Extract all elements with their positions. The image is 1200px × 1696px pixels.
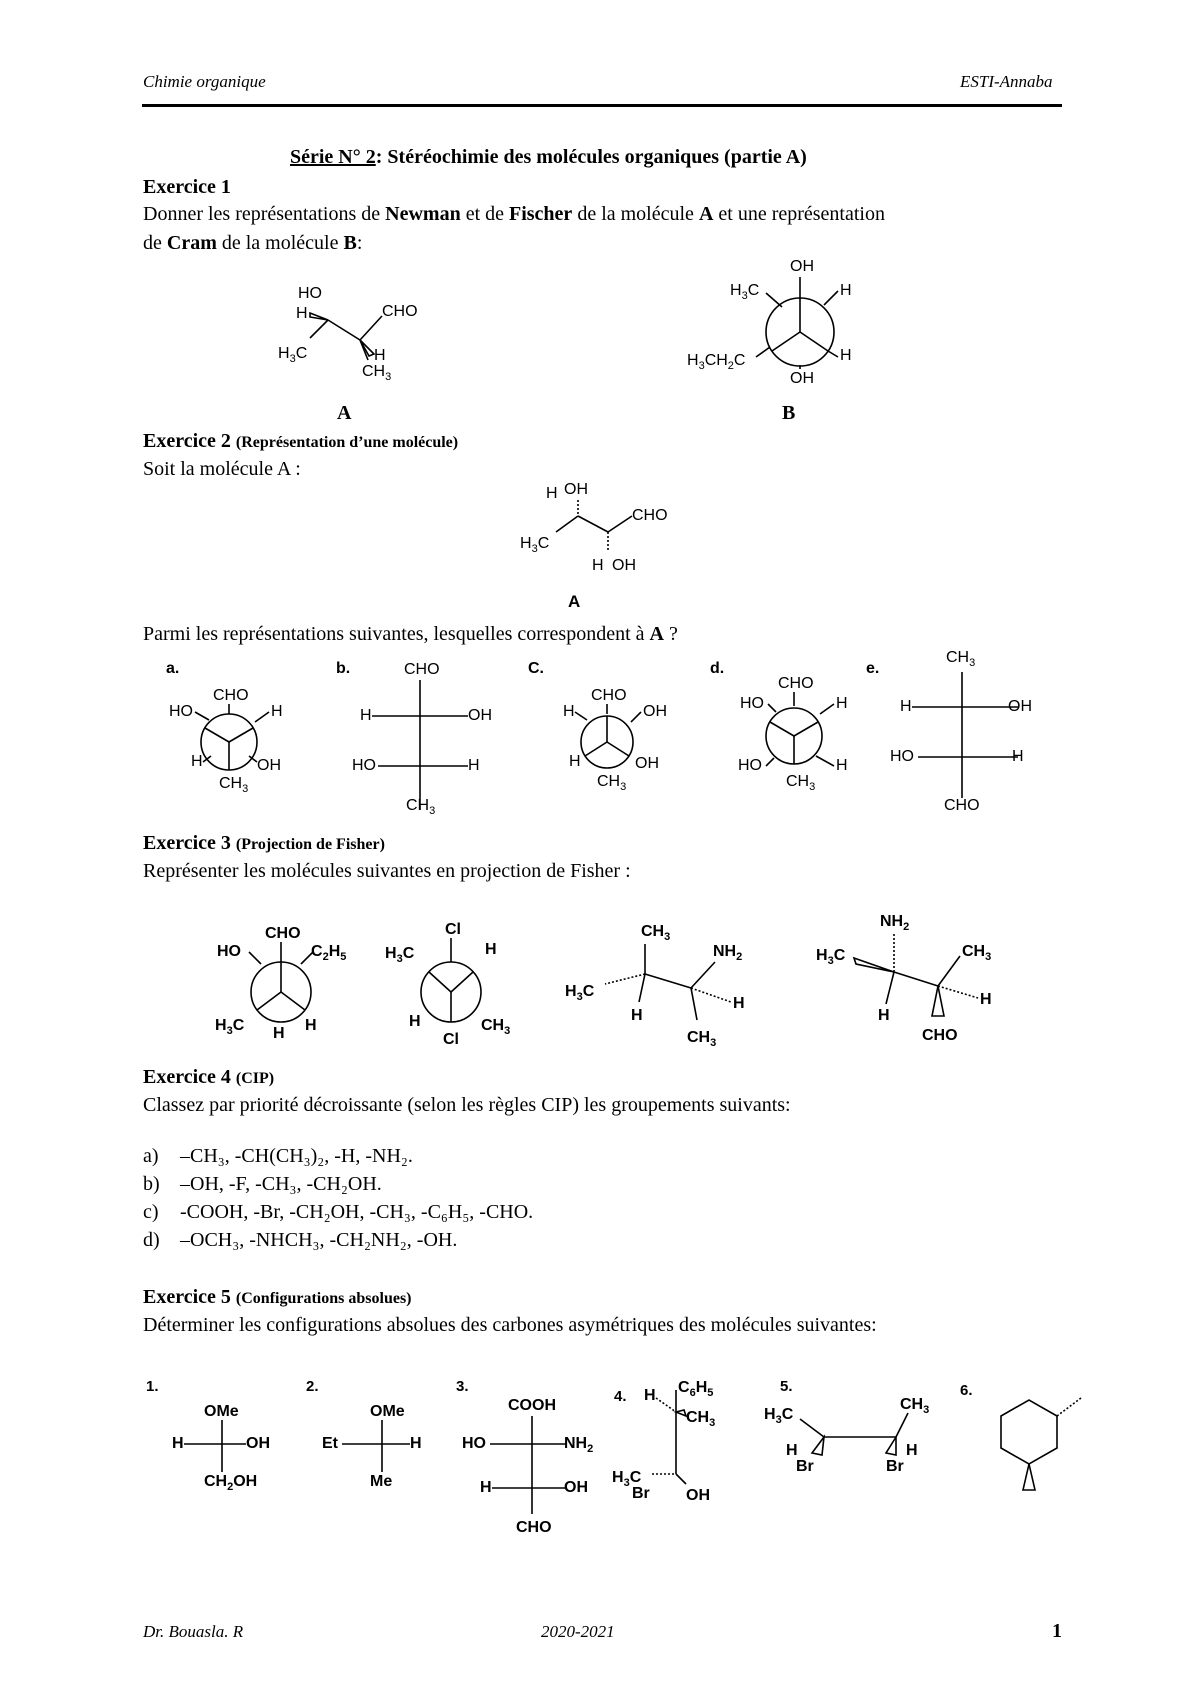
ex5-mol5-cram xyxy=(760,1395,950,1505)
svg-text:HO: HO xyxy=(298,285,322,302)
list-item xyxy=(143,1170,382,1199)
ex4-sub: (CIP) xyxy=(235,1070,275,1087)
ex1-text: et de xyxy=(460,203,509,225)
ex1-newman: Newman xyxy=(385,203,461,225)
svg-text:H3C: $H_3C$ xyxy=(764,1406,794,1426)
svg-text:H: H xyxy=(410,1435,422,1452)
ex5-heading xyxy=(143,1286,412,1309)
header-right: ESTI-Annaba xyxy=(960,72,1053,91)
ex5-heading-text: Exercice 5 xyxy=(143,1286,231,1308)
svg-text:H: H xyxy=(485,941,497,958)
svg-text:H: H xyxy=(980,991,992,1008)
svg-text:Me: Me xyxy=(370,1473,393,1490)
list-item-label: b) xyxy=(143,1173,160,1195)
svg-text:H: H xyxy=(305,1017,317,1034)
svg-text:H: H xyxy=(569,753,581,770)
svg-text:OH: OH xyxy=(612,557,636,574)
svg-text:C2H5: $C_2H_5$ xyxy=(311,943,347,963)
svg-text:H: H xyxy=(631,1007,643,1024)
svg-text:CH3: $CH_3$ xyxy=(687,1029,717,1049)
hash-bond xyxy=(310,313,328,320)
svg-text:CHO: CHO xyxy=(922,1027,958,1044)
ex5-num-5: 5. xyxy=(780,1378,793,1395)
svg-text:COOH: COOH xyxy=(508,1397,556,1414)
ex5-num-1: 1. xyxy=(146,1378,159,1395)
svg-text:CH3: $CH_3$ xyxy=(946,649,976,669)
ex2-label-a: A xyxy=(568,592,581,611)
svg-text:H: H xyxy=(906,1442,918,1459)
option-c-label: C. xyxy=(528,660,544,677)
ex5-mol6-cyclohexane xyxy=(975,1390,1085,1510)
svg-text:CHO: CHO xyxy=(265,925,301,942)
ex1-molB: B xyxy=(343,232,357,254)
title-series: Série N° 2 xyxy=(290,146,376,168)
svg-text:CH3: $CH_3$ xyxy=(900,1396,930,1416)
svg-text:H: H xyxy=(271,703,283,720)
svg-text:Br: Br xyxy=(632,1485,650,1502)
ex1-fischer: Fischer xyxy=(509,203,573,225)
ex1-molA: A xyxy=(698,203,714,225)
footer-author: Dr. Bouasla. R xyxy=(143,1622,244,1641)
ex2-heading-text: Exercice 2 xyxy=(143,430,231,452)
ex5-mol4-cram xyxy=(610,1370,750,1520)
svg-text:OH: OH xyxy=(643,703,667,720)
svg-text:CH3: $CH_3$ xyxy=(597,773,627,793)
svg-text:H3C: $H_3C$ xyxy=(215,1017,245,1037)
ex3-text: Représenter les molécules suivantes en projection de Fisher : xyxy=(143,860,631,882)
svg-text:CHO: CHO xyxy=(944,797,980,814)
ex2-question-end: ? xyxy=(663,623,678,645)
svg-text:H3C: $H_3C$ xyxy=(278,345,308,365)
option-b-label: b. xyxy=(336,660,351,677)
svg-text:OH: OH xyxy=(257,757,281,774)
svg-text:HO: HO xyxy=(740,695,764,712)
svg-text:OH: OH xyxy=(564,1479,588,1496)
svg-text:HO: HO xyxy=(169,703,193,720)
svg-text:Cl: Cl xyxy=(445,921,461,938)
ex2-molecule-a xyxy=(520,480,700,590)
ex4-heading-text: Exercice 4 xyxy=(143,1066,231,1088)
svg-text:OH: OH xyxy=(635,755,659,772)
svg-text:HO: HO xyxy=(352,757,376,774)
svg-text:CH2OH: $CH_2OH$ xyxy=(204,1473,258,1493)
ex3-heading xyxy=(143,832,385,855)
svg-text:H: H xyxy=(878,1007,890,1024)
list-item-label: d) xyxy=(143,1229,160,1251)
ex5-mol2-fischer xyxy=(320,1400,440,1500)
title-rest: : Stéréochimie des molécules organiques (partie A) xyxy=(375,146,807,168)
svg-text:H: H xyxy=(644,1387,656,1404)
svg-text:HO: HO xyxy=(890,748,914,765)
ex1-text: de xyxy=(143,232,167,254)
svg-text:OH: OH xyxy=(790,370,814,387)
svg-text:Br: Br xyxy=(796,1458,814,1475)
ex5-num-4: 4. xyxy=(614,1388,627,1405)
svg-text:OH: OH xyxy=(246,1435,270,1452)
svg-text:H: H xyxy=(360,707,372,724)
ex1-text: : xyxy=(356,232,363,254)
header-left: Chimie organique xyxy=(143,72,266,91)
svg-text:HO: HO xyxy=(217,943,241,960)
svg-text:H3C: $H_3C$ xyxy=(565,983,595,1003)
svg-text:CH3: $CH_3$ xyxy=(362,363,392,383)
list-item-label: c) xyxy=(143,1201,159,1223)
svg-text:CHO: CHO xyxy=(632,507,668,524)
svg-text:H: H xyxy=(374,347,386,364)
svg-text:H3C: $H_3C$ xyxy=(520,535,550,555)
svg-text:H: H xyxy=(468,757,480,774)
ex1-line1 xyxy=(143,200,885,229)
ex5-num-2: 2. xyxy=(306,1378,319,1395)
svg-text:H: H xyxy=(1012,748,1024,765)
ex3-mol3-cram xyxy=(565,920,765,1050)
svg-text:CHO: CHO xyxy=(213,687,249,704)
svg-text:Br: Br xyxy=(886,1458,904,1475)
page-number: 1 xyxy=(1052,1620,1062,1642)
svg-text:Cl: Cl xyxy=(443,1031,459,1048)
svg-text:H: H xyxy=(733,995,745,1012)
svg-text:C6H5: $C_6H_5$ xyxy=(678,1379,714,1399)
svg-text:H: H xyxy=(836,757,848,774)
svg-text:H: H xyxy=(836,695,848,712)
svg-text:H: H xyxy=(546,485,558,502)
svg-text:CHO: CHO xyxy=(382,303,418,320)
list-item xyxy=(143,1198,533,1227)
svg-text:CHO: CHO xyxy=(516,1519,552,1536)
svg-text:OH: OH xyxy=(686,1487,710,1504)
ex5-num-6: 6. xyxy=(960,1382,973,1399)
option-a-newman xyxy=(165,680,305,795)
option-d-label: d. xyxy=(710,660,725,677)
ex5-num-3: 3. xyxy=(456,1378,469,1395)
svg-text:H3C: $H_3C$ xyxy=(385,945,415,965)
svg-text:CHO: CHO xyxy=(404,661,440,678)
svg-text:OMe: OMe xyxy=(370,1403,405,1420)
list-item-label: a) xyxy=(143,1145,159,1167)
svg-text:HO: HO xyxy=(462,1435,486,1452)
option-c-newman xyxy=(545,680,685,793)
ex1-cram: Cram xyxy=(166,232,217,254)
header-rule xyxy=(142,104,1062,107)
svg-text:H3C: $H_3C$ xyxy=(730,282,760,302)
list-item-value: –OH, -F, -CH₃, -CH₂OH. xyxy=(180,1173,382,1195)
svg-text:CHO: CHO xyxy=(778,675,814,692)
svg-text:H: H xyxy=(592,557,604,574)
option-d-newman xyxy=(730,670,870,793)
svg-text:Et: Et xyxy=(322,1435,338,1452)
footer-year: 2020-2021 xyxy=(541,1622,615,1641)
svg-text:H: H xyxy=(840,282,852,299)
svg-text:OMe: OMe xyxy=(204,1403,239,1420)
ex5-mol3-fischer xyxy=(460,1392,610,1542)
ex2-intro: Soit la molécule A : xyxy=(143,458,301,480)
list-item-value: –OCH₃, -NHCH₃, -CH₂NH₂, -OH. xyxy=(180,1229,458,1251)
ex3-mol2-newman xyxy=(385,920,525,1050)
ex1-text: de la molécule xyxy=(216,232,344,254)
option-a-label: a. xyxy=(166,660,180,677)
svg-text:CH3: $CH_3$ xyxy=(641,923,671,943)
ex1-text: de la molécule xyxy=(572,203,699,225)
svg-text:H: H xyxy=(296,305,308,322)
ex1-text: et une représentation xyxy=(713,203,885,225)
list-item xyxy=(143,1226,457,1255)
ex3-sub: (Projection de Fisher) xyxy=(235,836,385,853)
svg-text:CH3: $CH_3$ xyxy=(219,775,249,795)
option-b-fischer xyxy=(350,660,500,820)
ex1-molecule-b-newman xyxy=(687,255,860,387)
ex5-sub: (Configurations absolues) xyxy=(235,1290,412,1307)
svg-text:OH: OH xyxy=(790,258,814,275)
ex2-heading xyxy=(143,430,458,453)
svg-text:H3C: $H_3C$ xyxy=(816,947,846,967)
svg-text:H: H xyxy=(563,703,575,720)
ex4-heading xyxy=(143,1066,274,1089)
list-item-value: -COOH, -Br, -CH₂OH, -CH₃, -C₆H₅, -CHO. xyxy=(180,1201,534,1223)
option-e-label: e. xyxy=(866,660,880,677)
ex1-text: Donner les représentations de xyxy=(143,203,386,225)
ex5-text: Déterminer les configurations absolues des carbones asymétriques des molécules suivantes: xyxy=(143,1314,877,1336)
svg-text:NH2: $NH_2$ xyxy=(564,1435,594,1455)
svg-text:H3CH2C: $H_3CH_2C$ xyxy=(687,352,746,372)
svg-text:H: H xyxy=(409,1013,421,1030)
svg-text:H: H xyxy=(191,753,203,770)
ex2-sub: (Représentation d’une molécule) xyxy=(235,434,459,451)
svg-text:CH3: $CH_3$ xyxy=(686,1409,716,1429)
svg-text:HO: HO xyxy=(738,757,762,774)
ex2-question-text: Parmi les représentations suivantes, lesquelles correspondent à xyxy=(143,623,650,645)
ex1-label-b: B xyxy=(782,402,796,424)
svg-text:H: H xyxy=(786,1442,798,1459)
svg-text:CH3: $CH_3$ xyxy=(962,943,992,963)
svg-text:CH3: $CH_3$ xyxy=(481,1017,511,1037)
svg-text:NH2: $NH_2$ xyxy=(880,913,910,933)
svg-text:H: H xyxy=(480,1479,492,1496)
svg-text:CH3: $CH_3$ xyxy=(406,797,436,817)
list-item-value: –CH₃, -CH(CH₃)₂, -H, -NH₂. xyxy=(180,1145,413,1167)
ex1-line2 xyxy=(143,229,362,258)
ex2-question-mol: A xyxy=(649,623,664,645)
ex1-label-a: A xyxy=(337,402,352,424)
ex3-mol1-newman xyxy=(215,920,375,1040)
option-e-fischer xyxy=(890,650,1050,820)
svg-text:H: H xyxy=(840,347,852,364)
svg-text:OH: OH xyxy=(564,481,588,498)
ex1-heading: Exercice 1 xyxy=(143,176,231,198)
svg-text:H: H xyxy=(900,698,912,715)
ex1-molecule-a xyxy=(270,280,450,390)
list-item xyxy=(143,1142,413,1171)
page-title xyxy=(290,146,807,169)
ex4-text: Classez par priorité décroissante (selon les règles CIP) les groupements suivants: xyxy=(143,1094,791,1116)
svg-text:H: H xyxy=(273,1025,285,1042)
svg-text:CHO: CHO xyxy=(591,687,627,704)
ex2-question xyxy=(143,620,678,649)
svg-text:CH3: $CH_3$ xyxy=(786,773,816,793)
ex3-mol4-cram xyxy=(810,910,1000,1050)
svg-text:H3C: $H_3C$ xyxy=(612,1469,642,1489)
svg-text:OH: OH xyxy=(1008,698,1032,715)
ex3-heading-text: Exercice 3 xyxy=(143,832,231,854)
ex5-mol1-fischer xyxy=(170,1400,290,1500)
svg-text:NH2: $NH_2$ xyxy=(713,943,743,963)
svg-text:H: H xyxy=(172,1435,184,1452)
svg-text:OH: OH xyxy=(468,707,492,724)
